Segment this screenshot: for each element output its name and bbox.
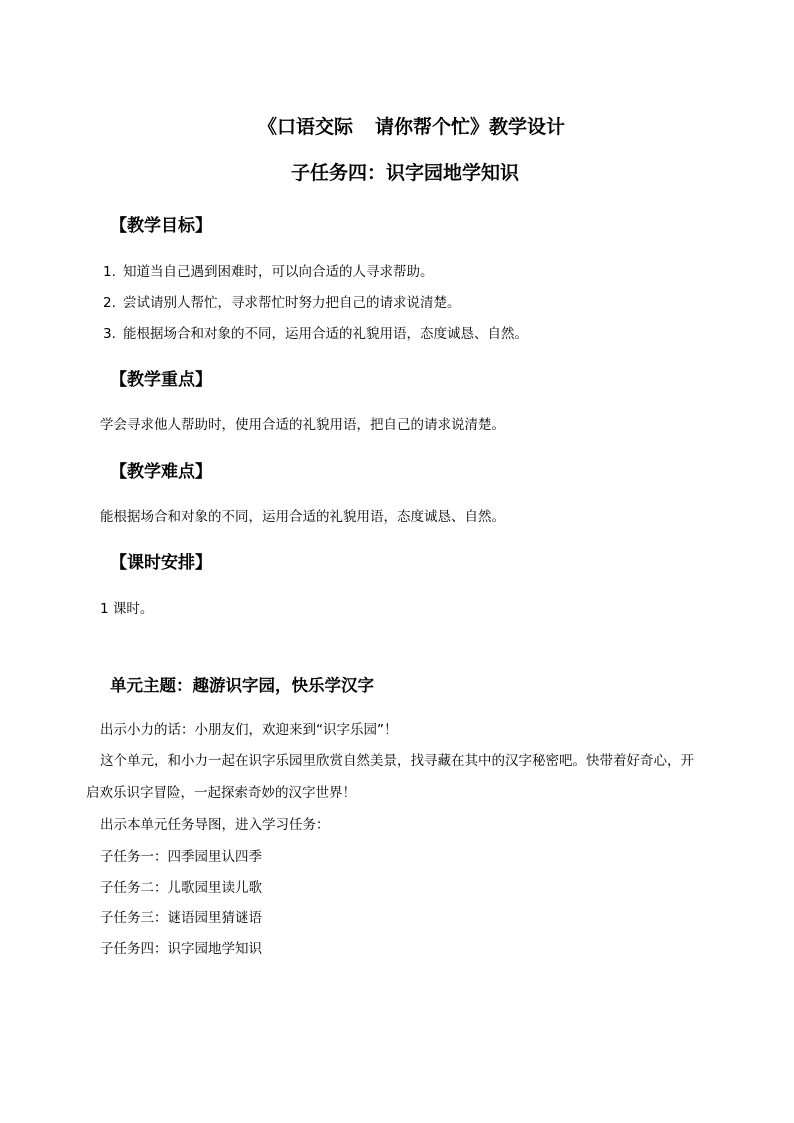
schedule-text: 1 课时。 xyxy=(100,601,154,617)
objective-item xyxy=(103,291,461,311)
difficulties-text: 能根据场合和对象的不同，运用合适的礼貌用语，态度诚恳、自然。 xyxy=(100,509,505,525)
unit-task-item: 子任务一：四季园里认四季 xyxy=(100,849,262,865)
unit-theme: 单元主题：趣游识字园，快乐学汉字 xyxy=(110,676,374,695)
key-points-heading: 【教学重点】 xyxy=(110,370,212,390)
objective-item xyxy=(103,322,528,342)
objective-text: 能根据场合和对象的不同，运用合适的礼貌用语，态度诚恳、自然。 xyxy=(123,326,528,342)
objectives-heading: 【教学目标】 xyxy=(110,216,212,236)
objective-number: 1. xyxy=(103,264,116,280)
unit-paragraph-line-1: 这个单元，和小力一起在识字乐园里欣赏自然美景，找寻藏在其中的汉字秘密吧。快带着好奇心，开 xyxy=(100,753,694,769)
unit-map-intro: 出示本单元任务导图，进入学习任务： xyxy=(100,817,330,833)
document-title xyxy=(258,112,565,139)
objective-number: 3. xyxy=(103,326,116,342)
unit-task-item: 子任务三：谜语园里猜谜语 xyxy=(100,910,262,926)
difficulties-heading: 【教学难点】 xyxy=(110,462,212,482)
key-points-text: 学会寻求他人帮助时，使用合适的礼貌用语，把自己的请求说清楚。 xyxy=(100,417,505,433)
unit-intro: 出示小力的话：小朋友们，欢迎来到“识字乐园”！ xyxy=(100,722,398,738)
unit-task-item: 子任务二：儿歌园里读儿歌 xyxy=(100,880,262,896)
objective-item xyxy=(103,260,434,280)
unit-task-item: 子任务四：识字园地学知识 xyxy=(100,941,262,957)
document-subtitle: 子任务四：识字园地学知识 xyxy=(291,162,520,184)
objective-number: 2. xyxy=(103,295,116,311)
title-part-2: 请你帮个忙》教学设计 xyxy=(375,116,566,138)
title-part-1: 《口语交际 xyxy=(258,116,354,138)
unit-paragraph-line-2: 启欢乐识字冒险，一起探索奇妙的汉字世界！ xyxy=(86,785,356,801)
objective-text: 知道当自己遇到困难时，可以向合适的人寻求帮助。 xyxy=(123,264,434,280)
schedule-heading: 【课时安排】 xyxy=(110,553,212,573)
objective-text: 尝试请别人帮忙，寻求帮忙时努力把自己的请求说清楚。 xyxy=(123,295,461,311)
